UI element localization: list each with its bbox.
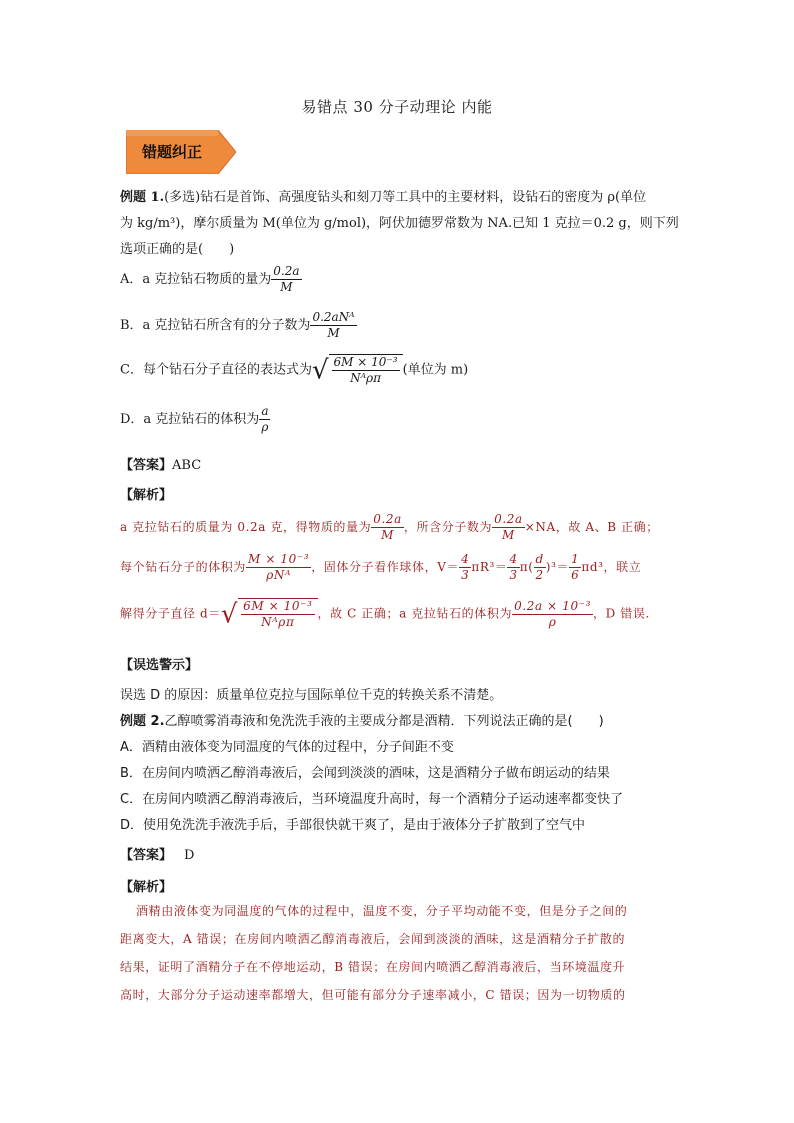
- ex2-analysis-label: 【解析】: [120, 880, 173, 895]
- ex2-stem: 例题 2.乙醇喷雾消毒液和免洗洗手液的主要成分都是酒精．下列说法正确的是( ): [120, 714, 604, 729]
- option-b-fraction: $\frac{\text{0.2aNᴬ}}{M}$: [312, 310, 355, 340]
- section-tag-label: 错题纠正: [141, 143, 202, 161]
- ex1-stem-line-1: 例题 1.(多选)钻石是首饰、高强度钻头和刻刀等工具中的主要材料，设钻石的密度为 ρ(单位: [120, 190, 647, 205]
- ex1-label: 例题 1.: [120, 190, 165, 205]
- ex2-answer: 【答案】 D: [120, 848, 195, 863]
- ex2-option-d: D．使用免洗洗手液洗手后，手部很快就干爽了，是由于液体分子扩散到了空气中: [120, 818, 586, 833]
- ex1-analysis-label: 【解析】: [120, 488, 173, 503]
- page-title: 易错点 30 分子动理论 内能: [301, 98, 493, 116]
- ex2-analysis-line-3: 结果，证明了酒精分子在不停地运动，B 错误；在房间内喷洒乙醇消毒液后，当环境温度升: [120, 960, 626, 974]
- ex1-stem-line-3: 选项正确的是( ): [120, 242, 235, 257]
- ex1-warning-label: 【误选警示】: [120, 658, 199, 673]
- ex1-analysis-line-3: 解得分子直径 d＝√ $\frac{\text{6M × 10⁻³}}{\text{Nᴬρπ}}$ ，故 C 正确；a 克拉钻石的体积为 $\frac{\text{0.2a × 10⁻³}}{\rho}$ ，D 错误.: [120, 598, 650, 630]
- ex1-option-d: D．a 克拉钻石的体积为 $\frac{a}{\rho}$: [120, 404, 269, 434]
- ex1-warning-text: 误选 D 的原因：质量单位克拉与国际单位千克的转换关系不清楚。: [120, 688, 503, 703]
- ex2-analysis-line-2: 距离变大，A 错误；在房间内喷洒乙醇消毒液后，会闻到淡淡的酒味，这是酒精分子扩散的: [120, 932, 626, 946]
- ex2-analysis-line-1: 酒精由液体变为同温度的气体的过程中，温度不变，分子平均动能不变，但是分子之间的: [136, 904, 628, 918]
- ex2-option-c: C．在房间内喷洒乙醇消毒液后，当环境温度升高时，每一个酒精分子运动速率都变快了: [120, 792, 624, 807]
- ex1-option-b: B．a 克拉钻石所含有的分子数为 $\frac{\text{0.2aNᴬ}}{M}$: [120, 310, 355, 340]
- ex1-option-c: C．每个钻石分子直径的表达式为√ $\frac{\text{6M × 10⁻³}}{\text{Nᴬρπ}}$ (单位为 m): [120, 355, 469, 386]
- ex1-analysis-line-2: 每个钻石分子的体积为 $\frac{\text{M × 10⁻³}}{\text{ρNᴬ}}$ ，固体分子看作球体，V＝ $\frac{4}{3}$ πR³＝ $\frac{4}{3}$ π( $\frac{d}{2}$ )³＝ $\frac{1}{6}$ πd³，联立: [120, 552, 642, 582]
- option-c-sqrt: √ $\frac{\text{6M × 10⁻³}}{\text{Nᴬρπ}}$: [312, 354, 403, 386]
- ex2-option-a: A．酒精由液体变为同温度的气体的过程中，分子间距不变: [120, 740, 454, 755]
- ex2-label: 例题 2.: [120, 714, 165, 729]
- ex2-option-b: B．在房间内喷洒乙醇消毒液后，会闻到淡淡的酒味，这是酒精分子做布朗运动的结果: [120, 766, 610, 781]
- option-a-fraction: $\frac{0.2a}{M}$: [273, 264, 300, 294]
- ex2-analysis-line-4: 高时，大部分分子运动速率都增大，但可能有部分分子速率减小，C 错误；因为一切物质的: [120, 988, 626, 1002]
- ex1-answer: 【答案】ABC: [120, 458, 202, 473]
- ex1-analysis-line-1: a 克拉钻石的质量为 0.2a 克，得物质的量为 $\frac{0.2a}{M}$ ，所含分子数为 $\frac{0.2a}{M}$ ×NA，故 A、B 正确；: [120, 512, 659, 542]
- ex1-stem-line-2: 为 kg/m³)，摩尔质量为 M(单位为 g/mol)，阿伏加德罗常数为 NA.已知 1 克拉＝0.2 g，则下列: [120, 216, 679, 231]
- option-d-fraction: $\frac{a}{\rho}$: [261, 404, 269, 434]
- ex1-option-a: A．a 克拉钻石物质的量为 $\frac{0.2a}{M}$: [120, 264, 300, 294]
